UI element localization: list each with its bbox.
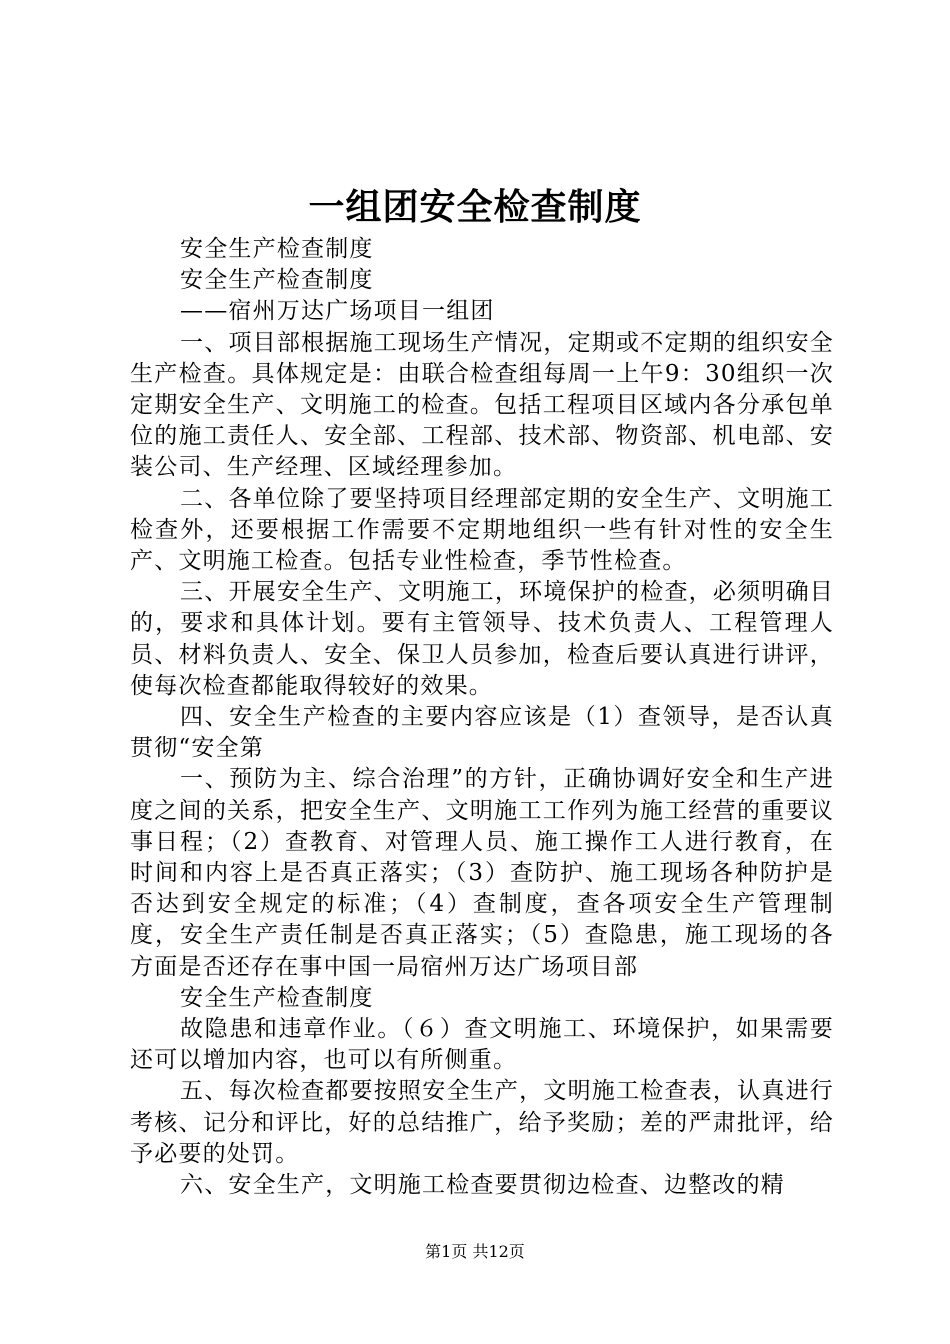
paragraph-heading-2: 安全生产检查制度 <box>180 267 374 294</box>
paragraph-section-2: 二、各单位除了要坚持项目经理部定期的安全生产、文明施工检查外，还要根据工作需要不定期地组织一些有针对性的安全生产、文明施工检查。包括专业性检查，季节性检查。 <box>130 485 834 575</box>
paragraph-section-3: 三、开展安全生产、文明施工，环境保护的检查，必须明确目的，要求和具体计划。要有主管领导、技术负责人、工程管理人员、材料负责人、安全、保卫人员参加，检查后要认真进行讲评，使每次检查都能取得较好的效果。 <box>130 579 834 699</box>
page-number-footer: 第1页 共12页 <box>425 1242 525 1261</box>
paragraph-heading-3: 安全生产检查制度 <box>180 984 374 1011</box>
paragraph-section-5: 五、每次检查都要按照安全生产，文明施工检查表，认真进行考核、记分和评比，好的总结推广，给予奖励；差的严肃批评，给予必要的处罚。 <box>130 1078 834 1167</box>
paragraph-section-4-continued: 一、预防为主、综合治理”的方针，正确协调好安全和生产进度之间的关系，把安全生产、文明施工工作列为施工经营的重要议事日程；（2）查教育、对管理人员、施工操作工人进行教育，在时间和内容上是否真正落实；（3）查防护、施工现场各种防护是否达到安全规定的标准；（4）查制度，查各项安全生产管理制度，安全生产责任制是否真正落实；（5）查隐患，施工现场的各方面是否还存在事中国一局宿州万达广场项目部 <box>130 766 834 980</box>
paragraph-section-4: 四、安全生产检查的主要内容应该是（1）查领导，是否认真贯彻“安全第 <box>130 704 834 762</box>
paragraph-heading-1: 安全生产检查制度 <box>180 236 374 262</box>
paragraph-section-6: 六、安全生产，文明施工检查要贯彻边检查、边整改的精 <box>180 1172 785 1199</box>
paragraph-section-4-end: 故隐患和违章作业。（６）查文明施工、环境保护，如果需要还可以增加内容，也可以有所侧重。 <box>130 1016 834 1074</box>
paragraph-section-1: 一、项目部根据施工现场生产情况，定期或不定期的组织安全生产检查。具体规定是：由联合检查组每周一上午9：30组织一次定期安全生产、文明施工的检查。包括工程项目区域内各分承包单位的施工责任人、安全部、工程部、技术部、物资部、机电部、安装公司、生产经理、区域经理参加。 <box>130 329 834 481</box>
document-title: 一组团安全检查制度 <box>308 187 642 228</box>
document-body <box>130 234 834 1201</box>
paragraph-subtitle: ——宿州万达广场项目一组团 <box>180 298 495 325</box>
